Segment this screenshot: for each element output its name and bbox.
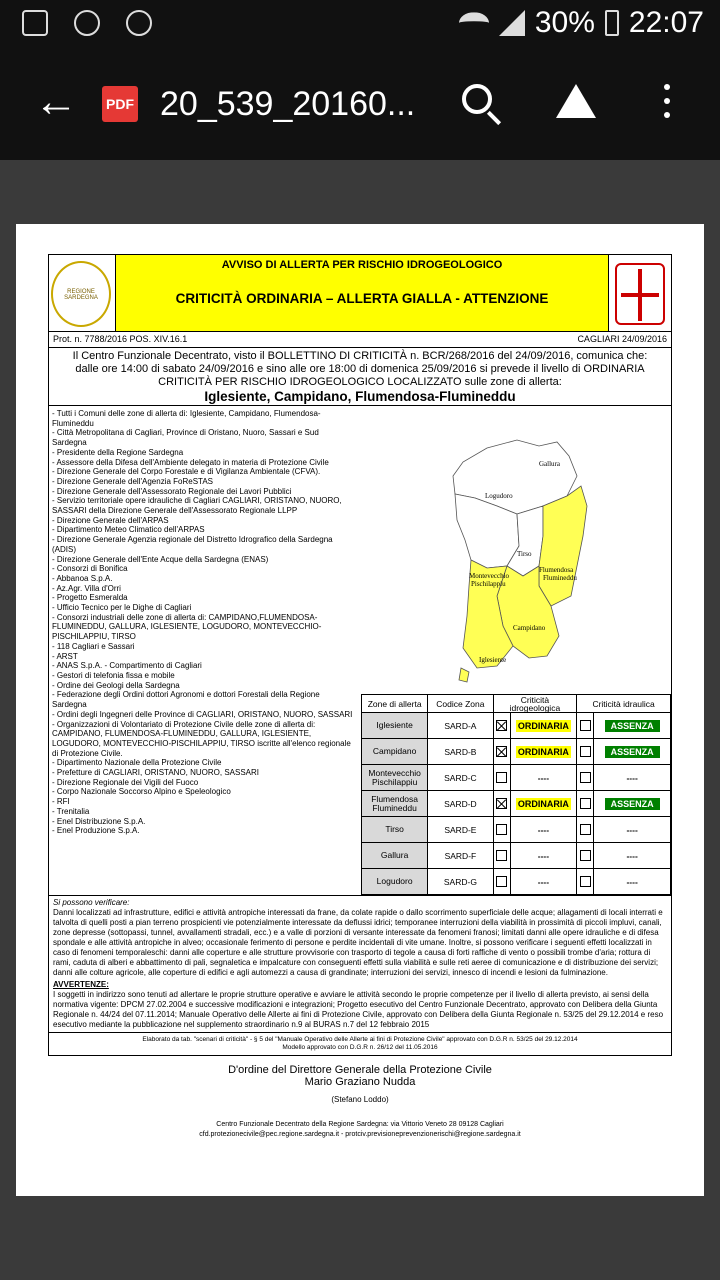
note-line-1: Elaborato da tab. "scenari di criticità" - § 5 del "Manuale Operativo delle Allerte ai fini di Protezione Civile" approvato con D.G.R n. 53/25 del 29.12.2014 bbox=[142, 1036, 578, 1043]
battery-percent: 30% bbox=[534, 6, 595, 39]
header-idrogeologica: Criticità idrogeologica bbox=[493, 695, 577, 713]
email-line: cfd.protezionecivile@pec.regione.sardegna.it - protciv.previsioneprevenzionerischi@regione.sardegna.it bbox=[199, 1131, 521, 1138]
intro-block bbox=[48, 348, 672, 406]
wifi-icon bbox=[459, 12, 489, 34]
recipient-item: - Federazione degli Ordini dottori Agronomi e dottori Forestali della Regione Sardegna bbox=[52, 690, 320, 710]
effects-section bbox=[48, 896, 672, 1033]
recipient-item: - Ufficio Tecnico per le Dighe di Cagliari bbox=[52, 603, 192, 613]
idro-checkbox bbox=[496, 772, 507, 783]
recipient-item: - Prefetture di CAGLIARI, ORISTANO, NUORO, SASSARI bbox=[52, 768, 260, 778]
recipient-item: - Direzione Generale dell'Agenzia FoReSTAS bbox=[52, 476, 214, 486]
idra-checkbox bbox=[580, 720, 591, 731]
zone-name: Tirso bbox=[362, 817, 428, 843]
protocol-row bbox=[48, 332, 672, 348]
idro-checkbox bbox=[496, 746, 507, 757]
map-label-tirso: Tirso bbox=[517, 550, 532, 558]
zone-name: Montevecchio Pischilappiu bbox=[362, 765, 428, 791]
camera-notification-icon bbox=[126, 10, 152, 36]
gallery-notification-icon bbox=[22, 10, 48, 36]
address-block bbox=[48, 1120, 672, 1140]
idra-level: ---- bbox=[626, 876, 638, 887]
map-label-pischilappiu: Pischilappiu bbox=[471, 580, 506, 588]
recipient-item: - Corpo Nazionale Soccorso Alpino e Speleologico bbox=[52, 787, 231, 797]
map-label-flumendosa: Flumendosa bbox=[539, 566, 574, 574]
table-row bbox=[362, 869, 671, 895]
idro-checkbox bbox=[496, 798, 507, 809]
zone-name: Flumendosa Flumineddu bbox=[362, 791, 428, 817]
recipient-item: - Enel Distribuzione S.p.A. bbox=[52, 816, 146, 826]
signal-icon bbox=[499, 10, 525, 36]
alert-level: CRITICITÀ ORDINARIA – ALLERTA GIALLA - ATTENZIONE bbox=[175, 291, 549, 306]
map-label-flumineddu: Flumineddu bbox=[543, 574, 577, 582]
idra-level: ---- bbox=[626, 850, 638, 861]
recipient-item: - ARST bbox=[52, 651, 78, 661]
clock: 22:07 bbox=[628, 6, 704, 39]
document-header bbox=[48, 254, 672, 332]
zone-name: Campidano bbox=[362, 739, 428, 765]
map-label-campidano: Campidano bbox=[513, 624, 546, 632]
regione-sardegna-logo: REGIONE SARDEGNA bbox=[51, 261, 111, 327]
table-row bbox=[362, 817, 671, 843]
idra-checkbox bbox=[580, 772, 591, 783]
sardinia-zones-map bbox=[447, 436, 607, 686]
signature-signer: (Stefano Loddo) bbox=[331, 1095, 389, 1104]
idro-checkbox bbox=[496, 876, 507, 887]
search-icon[interactable] bbox=[462, 84, 492, 114]
idra-checkbox bbox=[580, 824, 591, 835]
recipient-item: - Presidente della Regione Sardegna bbox=[52, 447, 184, 457]
zone-code: SARD-F bbox=[428, 843, 493, 869]
zone-code: SARD-G bbox=[428, 869, 493, 895]
warnings-heading: AVVERTENZE: bbox=[53, 980, 109, 989]
recipient-item: - Ordini degli Ingegneri delle Province di CAGLIARI, ORISTANO, NUORO, SASSARI bbox=[52, 709, 353, 719]
intro-line-1: Il Centro Funzionale Decentrato, visto il BOLLETTINO DI CRITICITÀ n. BCR/268/2016 del 24/09/2016, comunica che: bbox=[72, 350, 648, 362]
recipient-item: - Dipartimento Nazionale della Protezione Civile bbox=[52, 758, 222, 768]
recipients-list bbox=[52, 409, 354, 836]
map-label-montevecchio: Montevecchio bbox=[469, 572, 510, 580]
recipient-item: - Consorzi di Bonifica bbox=[52, 564, 128, 574]
idra-level: ASSENZA bbox=[605, 720, 660, 732]
idro-level: ORDINARIA bbox=[517, 798, 569, 809]
main-section bbox=[48, 406, 672, 896]
recipient-item: - Abbanoa S.p.A. bbox=[52, 573, 113, 583]
idro-checkbox bbox=[496, 824, 507, 835]
header-idraulica: Criticità idraulica bbox=[577, 695, 671, 713]
recipient-item: - Organizzazioni di Volontariato di Protezione Civile delle zone di allerta di: CAMPIDANO, FLUMENDOSA-FLUMINEDDU, GALLURA, IGLESIENTE, LOGUDORO, MONTEVECCHIO-PISCHILAPPIU, TIRSO iscritte all'elenco regionale di Protezione Civile. bbox=[52, 719, 351, 758]
table-row bbox=[362, 713, 671, 739]
recipient-item: - Assessore della Difesa dell'Ambiente delegato in materia di Protezione Civile bbox=[52, 457, 329, 467]
recipient-item: - Servizio territoriale opere idrauliche di Cagliari CAGLIARI, ORISTANO, NUORO, SASSARI della Direzione Generale dell'Assessorato Regionale LLPP bbox=[52, 496, 342, 516]
recipient-item: - Tutti i Comuni delle zone di allerta di: Iglesiente, Campidano, Flumendosa-Flumineddu bbox=[52, 409, 321, 428]
idro-level: ---- bbox=[537, 850, 550, 861]
idra-level: ASSENZA bbox=[605, 798, 660, 810]
intro-line-2: dalle ore 14:00 di sabato 24/09/2016 e sino alle ore 18:00 di domenica 25/09/2016 si prevede il livello di ORDINARIA CRITICITÀ PER RISCHIO IDROGEOLOGICO LOCALIZZATO sulle zone di allerta: bbox=[75, 363, 645, 388]
zone-code: SARD-C bbox=[428, 765, 493, 791]
zone-name: Logudoro bbox=[362, 869, 428, 895]
recipient-item: - Direzione Regionale dei Vigili del Fuoco bbox=[52, 777, 199, 787]
signature-name: Mario Graziano Nudda bbox=[304, 1076, 416, 1088]
effects-heading: Si possono verificare: bbox=[53, 898, 130, 907]
signature-line-1: D'ordine del Direttore Generale della Protezione Civile bbox=[228, 1064, 492, 1076]
alert-banner bbox=[115, 255, 609, 331]
battery-icon bbox=[605, 10, 619, 36]
alert-title: AVVISO DI ALLERTA PER RISCHIO IDROGEOLOGICO bbox=[221, 259, 503, 271]
effects-text: Danni localizzati ad infrastrutture, edifici e attività antropiche interessati da frane, da colate rapide o dallo scorrimento superficiale delle acque; allagamenti di locali interrati e talvolta di quelli posti a pian terreno prospicienti vie potenzialmente interessate da deflussi idrici; temporanee interruzioni della viabilità in prossimità di piccoli impluvi, canali, zone depresse (sottopassi, tunnel, avvallamenti stradali, ecc.) e a valle di porzioni di versante interessate da fenomeni franosi; limitati danni alle opere idrauliche e di difesa spondale e alle attività antropiche in alveo; occasionale ferimento di persone e perdite incidentali di vite umane. Inoltre, si possono verificare i seguenti effetti localizzati in caso di fenomeni temporaleschi: danni alle coperture e alle strutture provvisorie con trasporto di tegole a causa di forti raffiche di vento o possibili trombe d'aria; rottura di rami, caduta di alberi e abbattimento di pali, segnaletica e impalcature con conseguenti effetti sulla viabilità e sulle reti aeree di comunicazione e di distribuzione dei servizi; danni alle colture agricole, alle coperture di edifici e agli automezzi a causa di grandinate; interruzioni dei servizi, innesco di incendi e lesioni da fulminazione. bbox=[53, 908, 663, 977]
idro-checkbox bbox=[496, 720, 507, 731]
map-label-gallura: Gallura bbox=[539, 460, 560, 468]
idro-level: ---- bbox=[537, 824, 550, 835]
zone-name: Iglesiente bbox=[362, 713, 428, 739]
table-row bbox=[362, 739, 671, 765]
warnings-text: I soggetti in indirizzo sono tenuti ad allertare le proprie strutture operative e avviare le attività secondo le proprie competenze per il livello di allerta previsto, ai sensi della normativa vigente: DPCM 27.02.2004 e successive modificazioni e integrazioni; Progetto esecutivo del Centro Funzionale Decentrato, approvato con Delibera della Giunta Regionale n. 44/24 del 07.11.2014; Manuale Operativo delle Allerte ai fini di Protezione Civile, approvato con Delibera della Giunta Regionale n. 53/25 del 29.12.2014 e reso esecutivo mediante la pubblicazione nel supplemento straordinario n.9 al BURAS n.7 del 12 febbraio 2015 bbox=[53, 990, 664, 1029]
recipient-item: - Ordine dei Geologi della Sardegna bbox=[52, 680, 180, 690]
idro-level: ---- bbox=[537, 876, 550, 887]
zone-code: SARD-D bbox=[428, 791, 493, 817]
recipient-item: - Direzione Generale del Corpo Forestale e di Vigilanza Ambientale (CFVA). bbox=[52, 467, 321, 477]
map-label-logudoro: Logudoro bbox=[485, 492, 513, 500]
app-bar bbox=[0, 48, 720, 160]
zones-table bbox=[361, 694, 671, 895]
model-note bbox=[48, 1033, 672, 1056]
idra-level: ---- bbox=[626, 772, 638, 783]
recipient-item: - RFI bbox=[52, 797, 70, 807]
recipient-item: - Az.Agr. Villa d'Orri bbox=[52, 583, 121, 593]
zone-code: SARD-B bbox=[428, 739, 493, 765]
recipient-item: - ANAS S.p.A. - Compartimento di Cagliari bbox=[52, 661, 202, 671]
zones-title: Iglesiente, Campidano, Flumendosa-Flumineddu bbox=[204, 389, 516, 404]
recipient-item: - Dipartimento Meteo Climatico dell'ARPAS bbox=[52, 525, 205, 535]
map-label-iglesiente: Iglesiente bbox=[479, 656, 507, 664]
idra-checkbox bbox=[580, 876, 591, 887]
recipient-item: - Direzione Generale Agenzia regionale del Distretto Idrografico della Sardegna (ADIS) bbox=[52, 535, 333, 554]
idra-checkbox bbox=[580, 746, 591, 757]
place-date: CAGLIARI 24/09/2016 bbox=[577, 334, 667, 344]
idra-checkbox bbox=[580, 850, 591, 861]
recipient-item: - Trenitalia bbox=[52, 806, 90, 816]
signature-block bbox=[48, 1064, 672, 1106]
more-options-icon[interactable] bbox=[664, 84, 670, 124]
recipient-item: - Progetto Esmeralda bbox=[52, 593, 128, 603]
back-arrow-icon[interactable]: ← bbox=[34, 77, 78, 126]
idro-level: ORDINARIA bbox=[517, 746, 569, 757]
note-line-2: Modello approvato con D.G.R n. 26/12 del 11.05.2016 bbox=[282, 1044, 438, 1051]
zone-code: SARD-E bbox=[428, 817, 493, 843]
recipient-item: - Enel Produzione S.p.A. bbox=[52, 826, 140, 836]
document-title: 20_539_20160... bbox=[160, 85, 416, 123]
recipient-item: - Direzione Generale dell'ARPAS bbox=[52, 515, 169, 525]
idro-checkbox bbox=[496, 850, 507, 861]
zone-code: SARD-A bbox=[428, 713, 493, 739]
idra-level: ASSENZA bbox=[605, 746, 660, 758]
idro-level: ---- bbox=[537, 772, 550, 783]
recipient-item: - 118 Cagliari e Sassari bbox=[52, 641, 135, 651]
table-row bbox=[362, 791, 671, 817]
pdf-page[interactable] bbox=[16, 224, 704, 1196]
header-code: Codice Zona bbox=[428, 695, 493, 713]
recipient-item: - Città Metropolitana di Cagliari, Province di Oristano, Nuoro, Sassari e Sud Sardegna bbox=[52, 428, 319, 448]
header-zone: Zone di allerta bbox=[362, 695, 428, 713]
recipient-item: - Consorzi industriali delle zone di allerta di: CAMPIDANO,FLUMENDOSA-FLUMINEDDU, GALLURA, IGLESIENTE, LOGUDORO, MONTEVECCHIO-PISCHILAPPIU, TIRSO bbox=[52, 612, 322, 642]
recipient-item: - Direzione Generale dell'Assessorato Regionale dei Lavori Pubblici bbox=[52, 486, 292, 496]
recipient-item: - Gestori di telefonia fissa e mobile bbox=[52, 670, 175, 680]
table-row bbox=[362, 843, 671, 869]
idra-level: ---- bbox=[626, 824, 638, 835]
add-to-drive-icon[interactable] bbox=[556, 84, 596, 118]
protocol-number: Prot. n. 7788/2016 POS. XIV.16.1 bbox=[53, 334, 188, 344]
pdf-file-icon: PDF bbox=[102, 86, 138, 122]
chrome-notification-icon bbox=[74, 10, 100, 36]
status-bar bbox=[0, 0, 720, 48]
idra-checkbox bbox=[580, 798, 591, 809]
sardinia-coat-of-arms-icon bbox=[615, 263, 665, 325]
recipient-item: - Direzione Generale dell'Ente Acque della Sardegna (ENAS) bbox=[52, 554, 269, 564]
idro-level: ORDINARIA bbox=[517, 720, 569, 731]
document-content bbox=[48, 254, 672, 1140]
table-row bbox=[362, 765, 671, 791]
zone-name: Gallura bbox=[362, 843, 428, 869]
address-line: Centro Funzionale Decentrato della Regione Sardegna: via Vittorio Veneto 28 09128 Cagliari bbox=[216, 1121, 504, 1128]
